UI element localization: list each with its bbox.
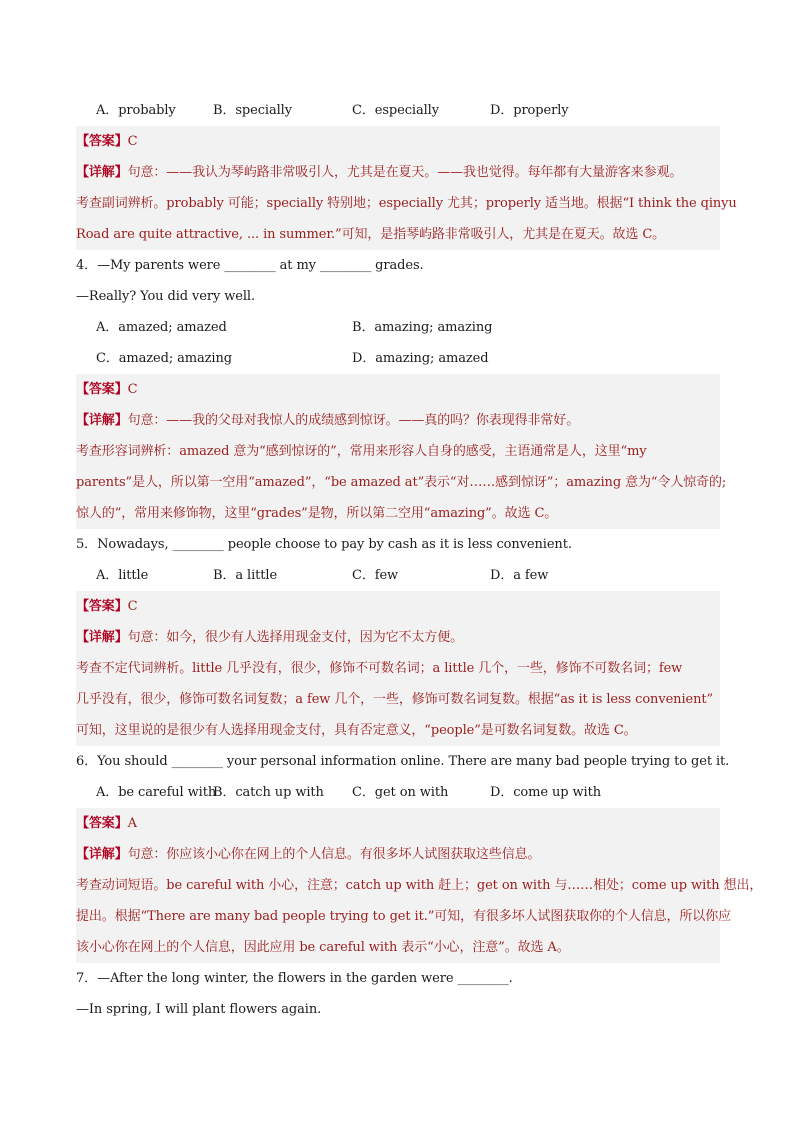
q5-options	[76, 560, 720, 591]
q6-detail-line-1: 【详解】句意：你应该小心你在网上的个人信息。有很多坏人试图获取这些信息。	[76, 847, 541, 862]
q3-option-b: B．specially	[213, 103, 292, 118]
q4-detail-line-1: 【详解】句意：——我的父母对我惊人的成绩感到惊讶。——真的吗？你表现得非常好。	[76, 413, 580, 428]
q3-option-d: D．properly	[490, 103, 569, 118]
q6-stem: 6．You should ________ your personal information online. There are many bad people trying to get it.	[76, 754, 730, 769]
q5-detail-line-3: 几乎没有，很少，修饰可数名词复数；a few 几个，一些，修饰可数名词复数。根据“as it is less convenient”	[76, 692, 714, 707]
document-page	[76, 95, 763, 1025]
q4-option-a: A．amazed; amazed	[96, 320, 227, 335]
q3-options	[76, 95, 720, 126]
q4-detail-line-2: 考查形容词辨析：amazed 意为“感到惊讶的”，常用来形容人自身的感受，主语通常是人，这里“my	[76, 444, 647, 459]
q5-detail-line-2: 考查不定代词辨析。little 几乎没有，很少，修饰不可数名词；a little 几个，一些，修饰不可数名词；few	[76, 661, 683, 676]
q3-detail-line-3: Road are quite attractive, ... in summer.”可知，是指琴屿路非常吸引人，尤其是在夏天。故选 C。	[76, 227, 666, 242]
q3-option-a: A．probably	[96, 103, 176, 118]
q6-answer: 【答案】A	[76, 816, 137, 831]
q3-detail-line-1: 【详解】句意：——我认为琴屿路非常吸引人，尤其是在夏天。——我也觉得。每年都有大量游客来参观。	[76, 165, 683, 180]
q4-options-row-2	[76, 343, 720, 374]
q3-detail-line-2: 考查副词辨析。probably 可能；specially 特别地；especially 尤其；properly 适当地。根据“I think the qinyu	[76, 196, 737, 211]
q6-option-a: A．be careful with	[96, 785, 217, 800]
q4-detail-line-4: 惊人的”，常用来修饰物，这里“grades”是物，所以第二空用“amazing”。故选 C。	[76, 506, 558, 521]
q7-stem-line-2: —In spring, I will plant flowers again.	[76, 1002, 322, 1017]
q4-answer: 【答案】C	[76, 382, 138, 397]
q4-answer-block	[76, 374, 727, 529]
q5-option-d: D．a few	[490, 568, 549, 583]
q5-detail-line-4: 可知，这里说的是很少有人选择用现金支付，具有否定意义，“people”是可数名词复数。故选 C。	[76, 723, 637, 738]
q6-detail-line-3: 提出。根据“There are many bad people trying to get it.”可知，有很多坏人试图获取你的个人信息，所以你应	[76, 909, 731, 924]
q4-options-row-1	[76, 312, 720, 343]
q4-stem-line-1: 4．—My parents were ________ at my ________ grades.	[76, 258, 424, 273]
q5-option-c: C．few	[352, 568, 399, 583]
q4-detail-line-3: parents”是人，所以第一空用“amazed”，“be amazed at”表示“对……感到惊讶”；amazing 意为“令人惊奇的;	[76, 475, 727, 490]
q7-stem-line-1: 7．—After the long winter, the flowers in the garden were ________.	[76, 971, 513, 986]
q4-option-b: B．amazing; amazing	[352, 320, 493, 335]
q5-option-a: A．little	[96, 568, 149, 583]
q4-option-d: D．amazing; amazed	[352, 351, 489, 366]
q6-options	[76, 777, 720, 808]
q6-option-c: C．get on with	[352, 785, 449, 800]
q4-option-c: C．amazed; amazing	[96, 351, 232, 366]
q6-option-b: B．catch up with	[213, 785, 324, 800]
q3-answer: 【答案】C	[76, 134, 138, 149]
q3-answer-block	[76, 126, 737, 250]
q5-answer-block	[76, 591, 720, 746]
q5-stem: 5．Nowadays, ________ people choose to pay by cash as it is less convenient.	[76, 537, 572, 552]
q5-answer: 【答案】C	[76, 599, 138, 614]
q5-option-b: B．a little	[213, 568, 278, 583]
q6-detail-line-4: 该小心你在网上的个人信息，因此应用 be careful with 表示“小心，注意”。故选 A。	[76, 940, 570, 955]
q6-answer-block	[76, 808, 763, 963]
q3-option-c: C．especially	[352, 103, 439, 118]
q6-detail-line-2: 考查动词短语。be careful with 小心，注意；catch up with 赶上；get on with 与……相处；come up with 想出，	[76, 878, 763, 893]
q6-option-d: D．come up with	[490, 785, 601, 800]
q4-stem-line-2: —Really? You did very well.	[76, 289, 256, 304]
q5-detail-line-1: 【详解】句意：如今，很少有人选择用现金支付，因为它不太方便。	[76, 630, 464, 645]
